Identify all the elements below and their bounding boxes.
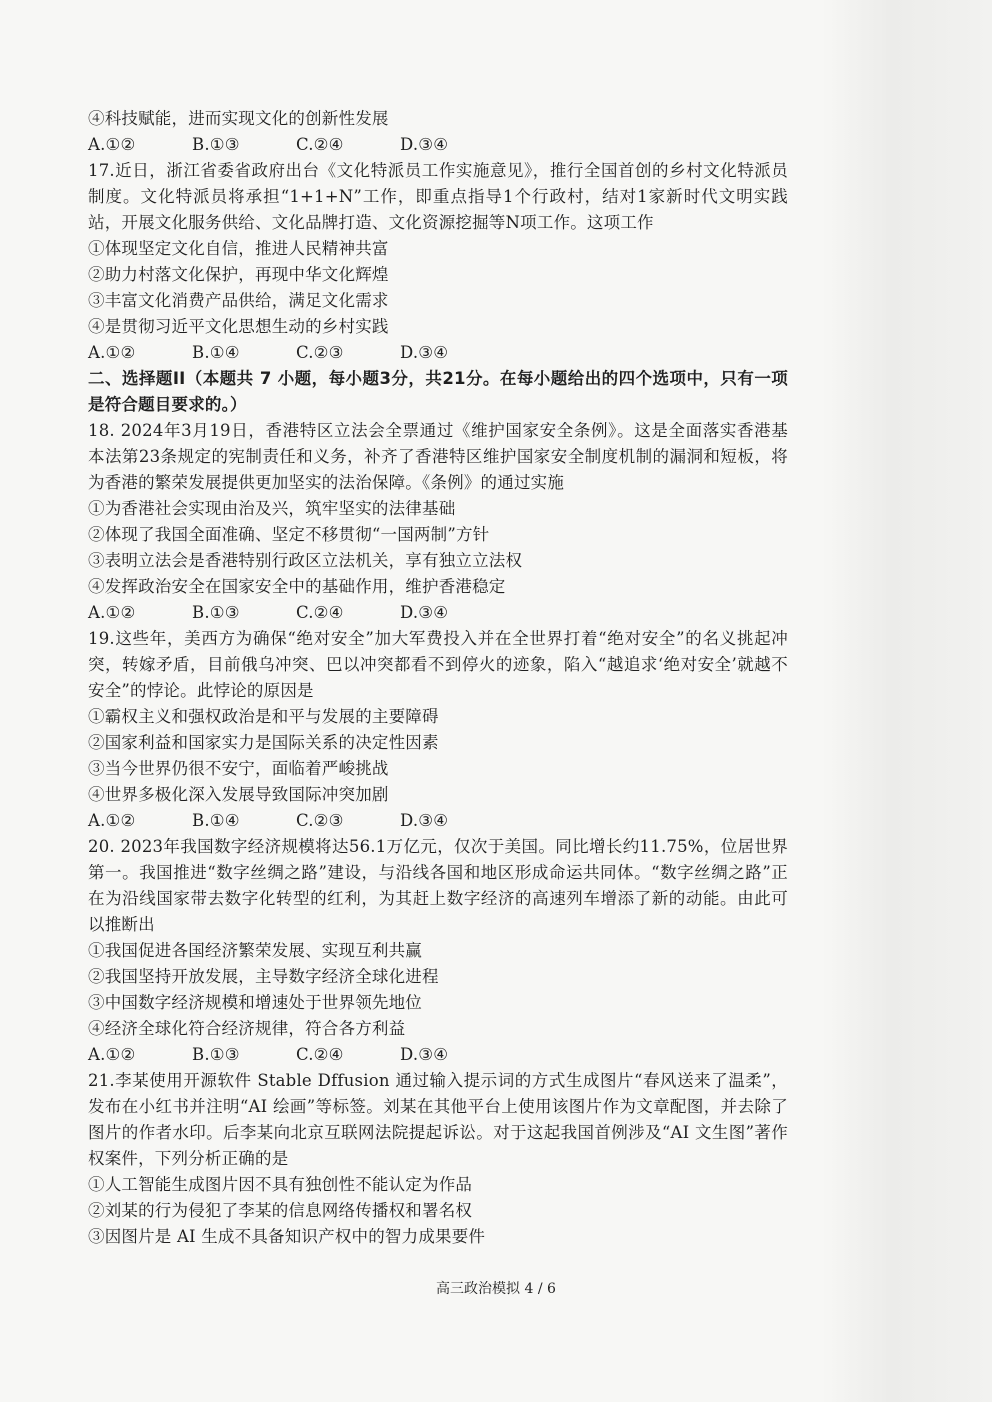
q18-stem: 18. 2024年3月19日，香港特区立法会全票通过《维护国家安全条例》。这是全面落实香港基本法第23条规定的宪制责任和义务，补齐了香港特区维护国家安全制度机制的漏洞和短板，将为香港的繁荣发展提供更加坚实的法治保障。《条例》的通过实施 [88,421,788,492]
page-footer: 高三政治模拟 4 / 6 [436,1281,556,1297]
q18-options [88,600,788,626]
scan-shadow [822,0,992,1402]
q20-item2: ②我国坚持开放发展，主导数字经济全球化进程 [88,967,439,986]
q19-item3: ③当今世界仍很不安宁，面临着严峻挑战 [88,759,389,778]
q18-item2: ②体现了我国全面准确、坚定不移贯彻“一国两制”方针 [88,525,490,544]
q19-options [88,808,788,834]
option-b: B.①③ [192,135,240,154]
option-d: D.③④ [400,1045,449,1064]
exam-content [88,106,788,1250]
option-c: C.②④ [296,603,344,622]
q19-stem: 19.这些年，美西方为确保“绝对安全”加大军费投入并在全世界打着“绝对安全”的名义挑起冲突，转嫁矛盾，目前俄乌冲突、巴以冲突都看不到停火的迹象，陷入“越追求‘绝对安全’就越不安全”的悖论。此悖论的原因是 [88,629,788,700]
q18-item4: ④发挥政治安全在国家安全中的基础作用，维护香港稳定 [88,577,506,596]
option-d: D.③④ [400,343,449,362]
q19-item4: ④世界多极化深入发展导致国际冲突加剧 [88,785,389,804]
option-b: B.①③ [192,1045,240,1064]
option-a: A.①② [88,135,136,154]
q21-item3: ③因图片是 AI 生成不具备知识产权中的智力成果要件 [88,1227,486,1246]
option-a: A.①② [88,343,136,362]
q18-item1: ①为香港社会实现由治及兴，筑牢坚实的法律基础 [88,499,456,518]
q17-item3: ③丰富文化消费产品供给，满足文化需求 [88,291,389,310]
q16-options [88,132,788,158]
section-heading: 二、选择题II（本题共 7 小题，每小题3分，共21分。在每小题给出的四个选项中，只有一项是符合题目要求的。） [88,369,788,414]
q17-stem: 17.近日，浙江省委省政府出台《文化特派员工作实施意见》，推行全国首创的乡村文化特派员制度。文化特派员将承担“1+1+N”工作，即重点指导1个行政村，结对1家新时代文明实践站，开展文化服务供给、文化品牌打造、文化资源挖掘等N项工作。这项工作 [88,161,788,232]
q20-options [88,1042,788,1068]
option-c: C.②④ [296,135,344,154]
q21-item2: ②刘某的行为侵犯了李某的信息网络传播权和署名权 [88,1201,473,1220]
q17-item4: ④是贯彻习近平文化思想生动的乡村实践 [88,317,389,336]
q20-item1: ①我国促进各国经济繁荣发展、实现互利共赢 [88,941,422,960]
option-b: B.①③ [192,603,240,622]
option-a: A.①② [88,811,136,830]
q21-stem: 21.李某使用开源软件 Stable Dffusion 通过输入提示词的方式生成图片“春风送来了温柔”，发布在小红书并注明“AI 绘画”等标签。刘某在其他平台上使用该图片作为文章配图，并去除了图片的作者水印。后李某向北京互联网法院提起诉讼。对于这起我国首例涉及“AI 文生图”著作权案件，下列分析正确的是 [88,1071,788,1168]
option-d: D.③④ [400,135,449,154]
option-c: C.②③ [296,343,344,362]
q18-item3: ③表明立法会是香港特别行政区立法机关，享有独立立法权 [88,551,523,570]
q21-item1: ①人工智能生成图片因不具有独创性不能认定为作品 [88,1175,473,1194]
option-d: D.③④ [400,603,449,622]
q19-item2: ②国家利益和国家实力是国际关系的决定性因素 [88,733,439,752]
q17-options [88,340,788,366]
option-b: B.①④ [192,343,240,362]
option-b: B.①④ [192,811,240,830]
q20-stem: 20. 2023年我国数字经济规模将达56.1万亿元，仅次于美国。同比增长约11.75%，位居世界第一。我国推进“数字丝绸之路”建设，与沿线各国和地区形成命运共同体。“数字丝绸之路”正在为沿线国家带去数字化转型的红利，为其赶上数字经济的高速列车增添了新的动能。由此可以推断出 [88,837,788,934]
q16-item4: ④科技赋能，进而实现文化的创新性发展 [88,109,389,128]
q17-item1: ①体现坚定文化自信，推进人民精神共富 [88,239,389,258]
option-d: D.③④ [400,811,449,830]
q19-item1: ①霸权主义和强权政治是和平与发展的主要障碍 [88,707,439,726]
option-c: C.②④ [296,1045,344,1064]
q17-item2: ②助力村落文化保护，再现中华文化辉煌 [88,265,389,284]
q20-item3: ③中国数字经济规模和增速处于世界领先地位 [88,993,422,1012]
option-a: A.①② [88,1045,136,1064]
option-a: A.①② [88,603,136,622]
q20-item4: ④经济全球化符合经济规律，符合各方利益 [88,1019,406,1038]
option-c: C.②③ [296,811,344,830]
